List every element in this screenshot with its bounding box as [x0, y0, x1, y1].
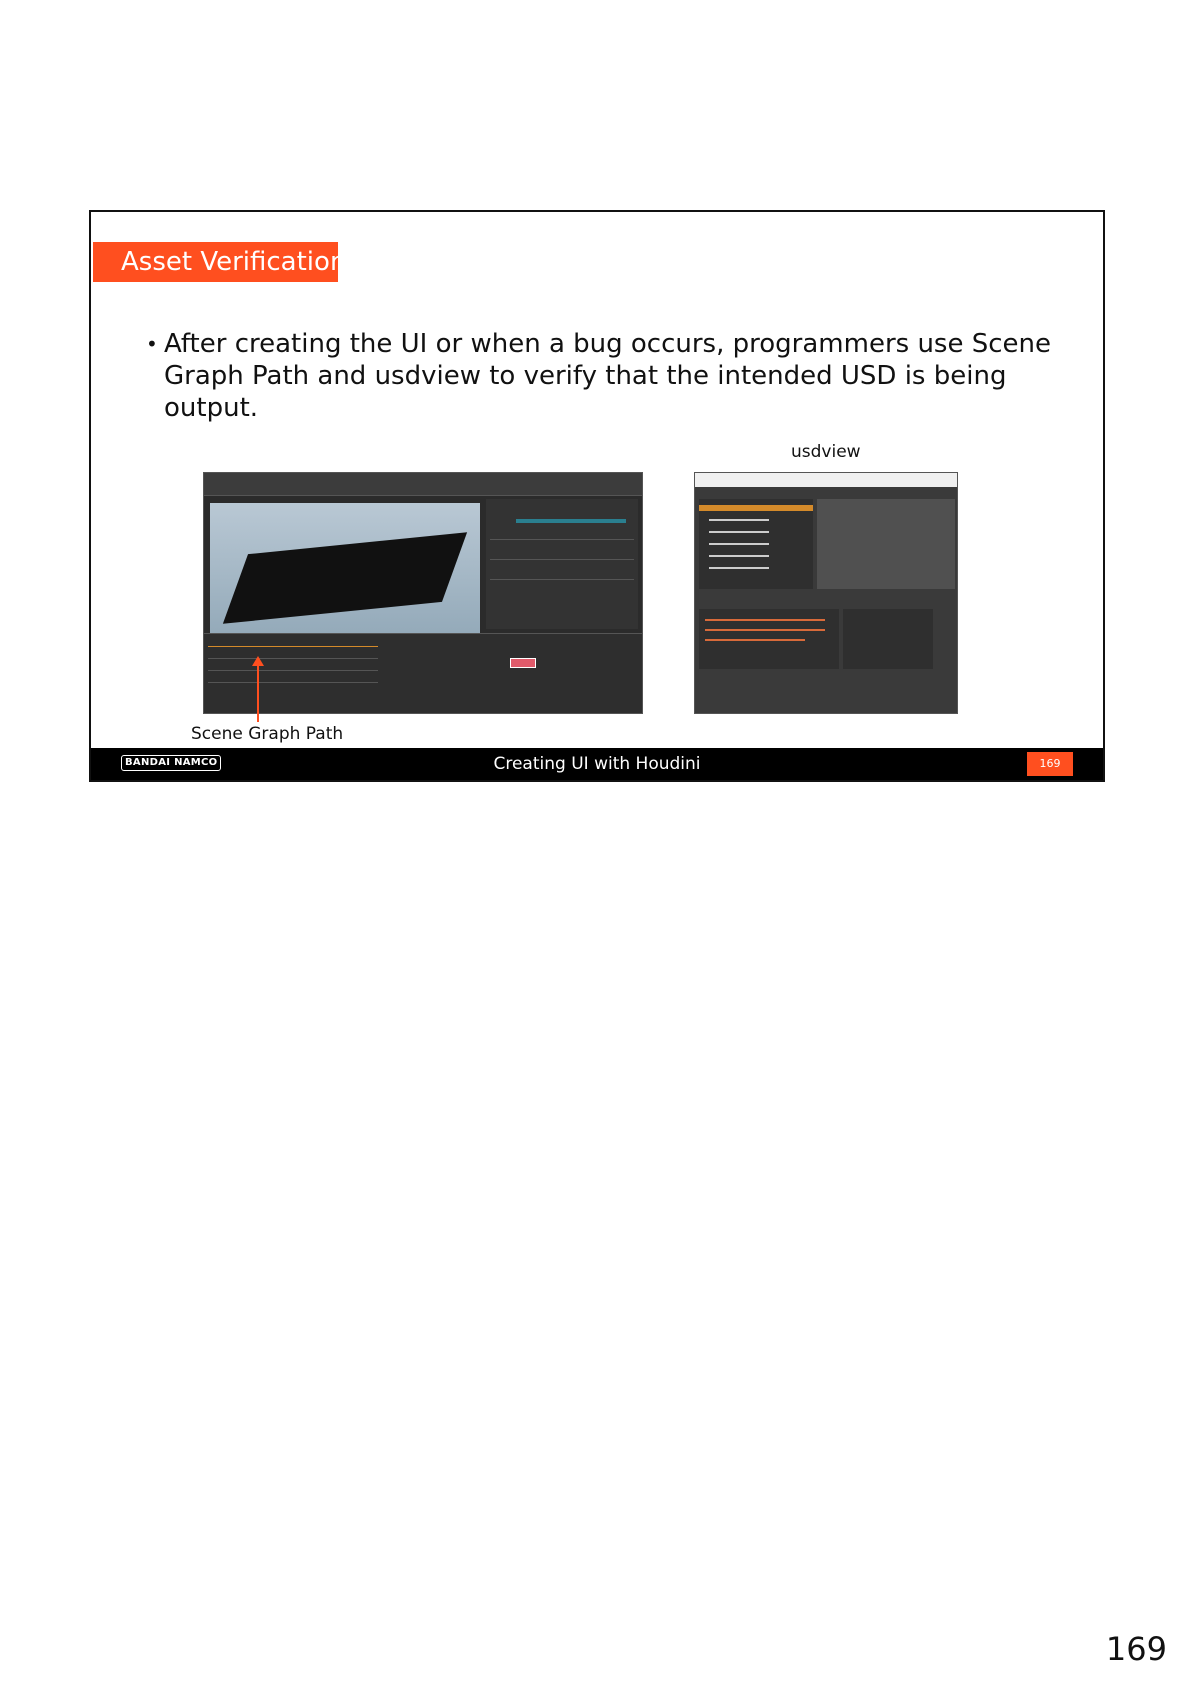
usdview-prim-tree: [699, 499, 813, 589]
scene-graph-row: [208, 682, 378, 683]
slide-number-badge: 169: [1027, 752, 1073, 776]
prim-row: [709, 531, 769, 533]
usdview-viewport: [817, 499, 955, 589]
usdview-titlebar: [695, 473, 957, 487]
bullet-text: After creating the UI or when a bug occurs, programmers use Scene Graph Path and usdview to verify that the intended USD is being output.: [164, 329, 1051, 423]
houdini-viewport: [210, 503, 480, 651]
slide-title: Asset Verification: [93, 242, 338, 282]
usdview-selected-prim: [699, 505, 813, 511]
prim-row: [709, 519, 769, 521]
bullet-marker: •: [146, 332, 158, 356]
param-divider: [490, 539, 634, 540]
param-bar: [516, 519, 626, 523]
param-divider: [490, 559, 634, 560]
houdini-screenshot: [203, 472, 643, 714]
usdview-caption: usdview: [791, 442, 861, 462]
bandai-namco-logo: BANDAI NAMCO: [121, 755, 221, 771]
property-row: [705, 619, 825, 621]
footer-title: Creating UI with Houdini: [493, 754, 701, 774]
houdini-parameter-pane: [486, 499, 638, 629]
slide: [89, 210, 1105, 782]
property-row: [705, 639, 805, 641]
houdini-scene-graph-pane: [204, 633, 642, 714]
houdini-toolbar: [204, 473, 642, 496]
property-row: [705, 629, 825, 631]
prim-row: [709, 555, 769, 557]
scene-graph-row: [208, 658, 378, 659]
usdview-properties: [699, 609, 839, 669]
slide-footer: [91, 748, 1103, 780]
arrow-line: [257, 664, 259, 722]
usdview-metadata: [843, 609, 933, 669]
page-number: 169: [1105, 1630, 1167, 1668]
bullet-point: [146, 328, 1076, 424]
prim-row: [709, 567, 769, 569]
scene-graph-row: [208, 670, 378, 671]
scene-graph-caption: Scene Graph Path: [191, 724, 344, 744]
prim-row: [709, 543, 769, 545]
ground-plane-shape: [223, 532, 467, 624]
network-node: [510, 658, 536, 668]
usdview-screenshot: [694, 472, 958, 714]
scene-graph-selected-row: [208, 646, 378, 647]
param-divider: [490, 579, 634, 580]
